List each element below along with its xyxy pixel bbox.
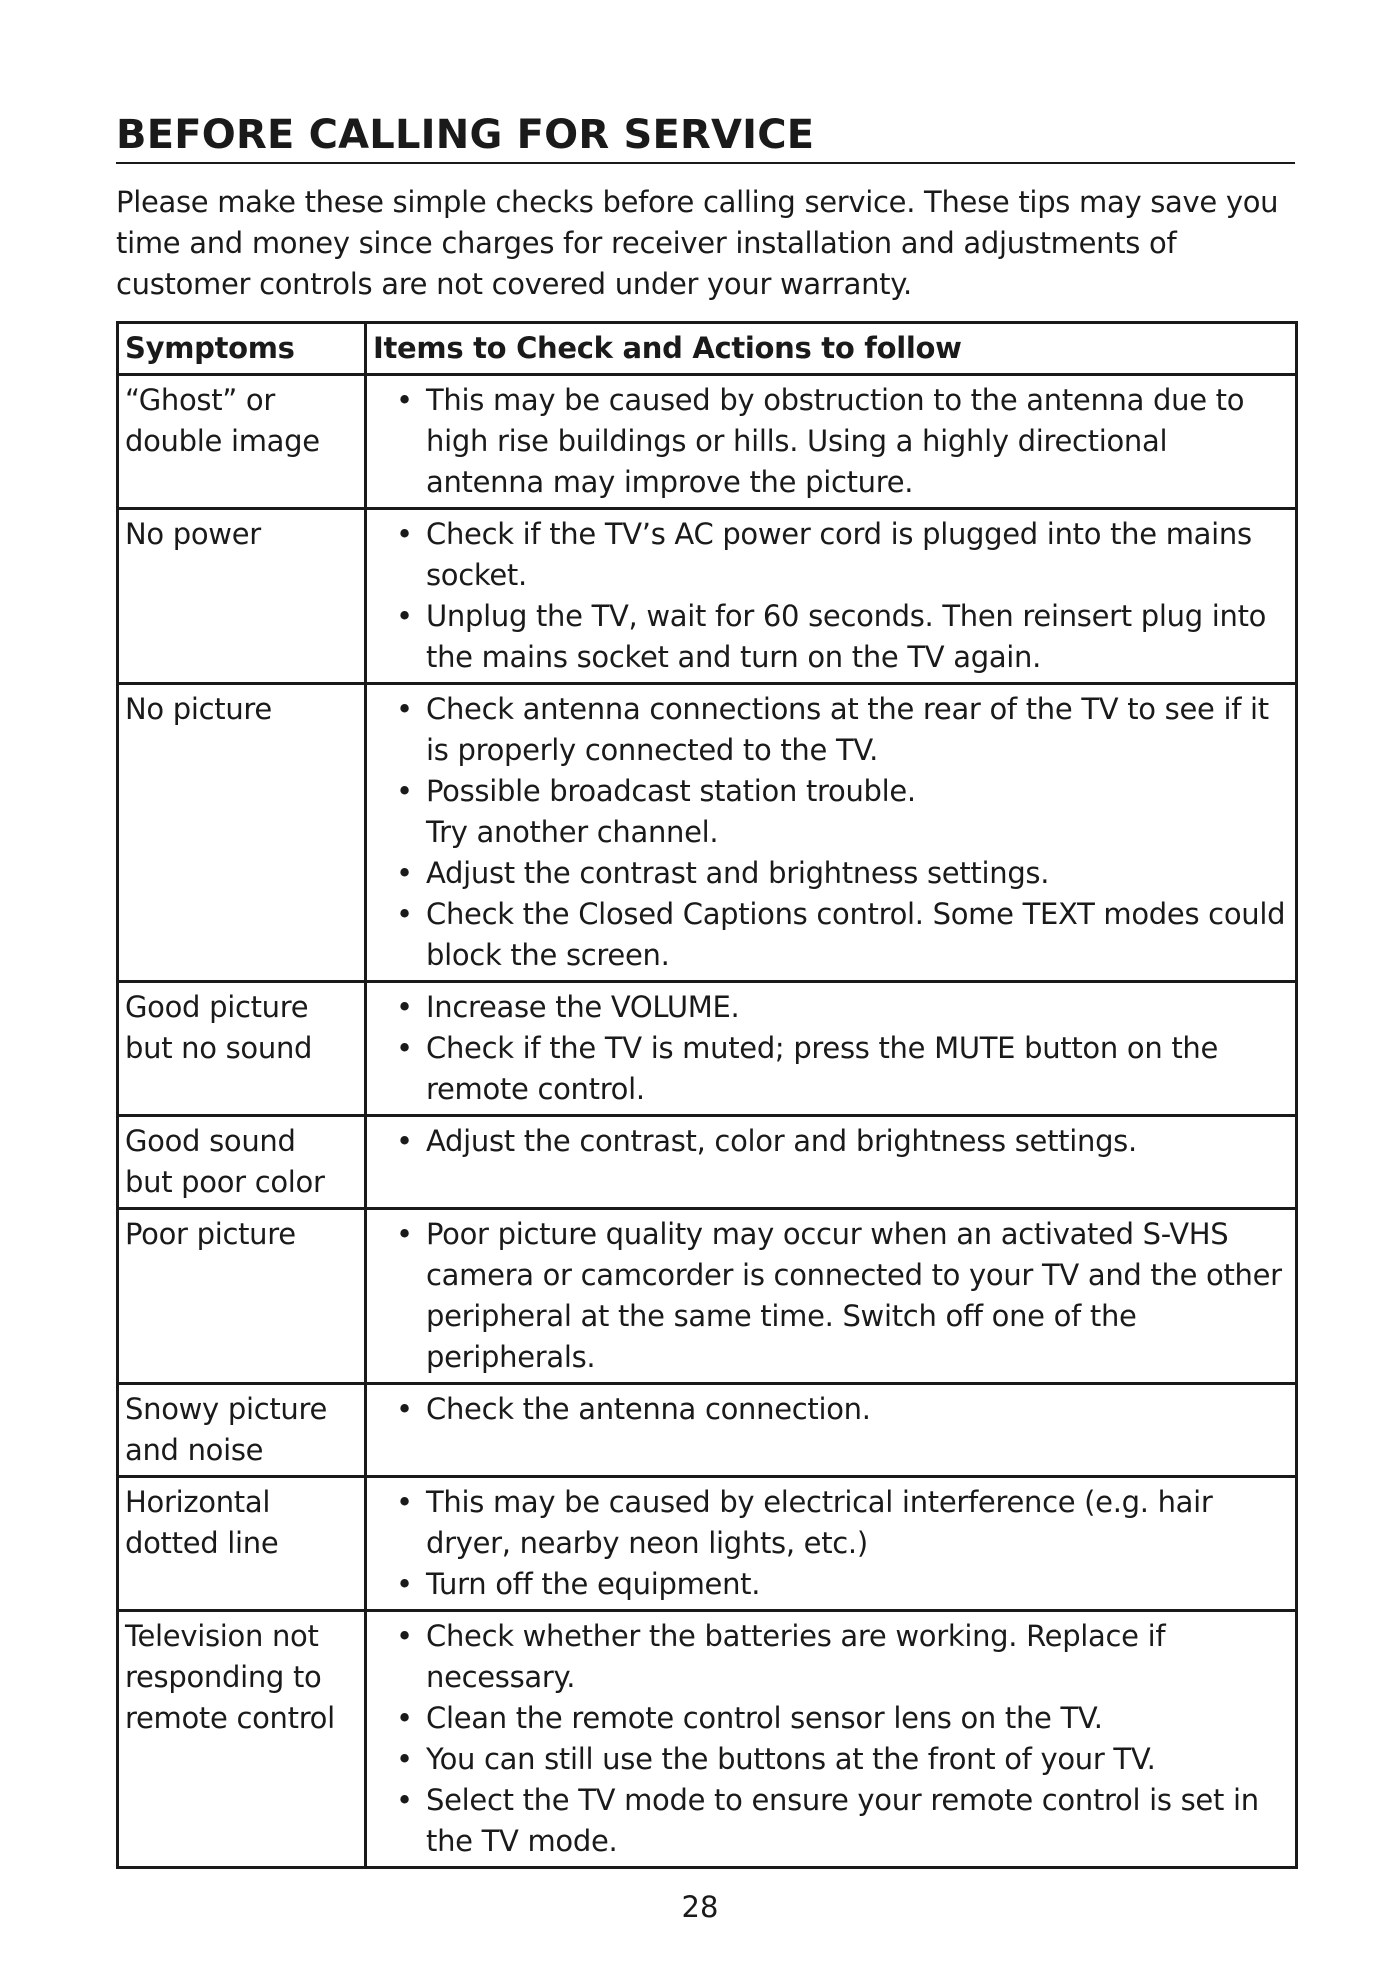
bullet-icon: • (396, 856, 413, 890)
action-item (390, 1389, 1289, 1430)
action-item (390, 1482, 1289, 1564)
table-row (118, 684, 1297, 982)
actions-list (373, 689, 1289, 976)
action-item (390, 1564, 1289, 1605)
table-row (118, 509, 1297, 684)
bullet-icon: • (396, 1392, 413, 1426)
table-row (118, 1116, 1297, 1209)
table-row (118, 982, 1297, 1116)
symptom-cell: Good sound but poor color (118, 1116, 366, 1209)
bullet-icon: • (396, 517, 413, 551)
bullet-icon: • (396, 897, 413, 931)
action-text: Unplug the TV, wait for 60 seconds. Then reinsert plug into the mains socket and turn on the TV again. (426, 599, 1267, 674)
actions-list (373, 1482, 1289, 1605)
table-header-row (118, 323, 1297, 375)
page-number: 28 (681, 1890, 719, 1924)
action-item (390, 1028, 1289, 1110)
actions-cell (366, 1611, 1297, 1868)
symptom-cell: No power (118, 509, 366, 684)
bullet-icon: • (396, 990, 413, 1024)
header-actions: Items to Check and Actions to follow (366, 323, 1297, 375)
table-row (118, 375, 1297, 509)
action-text: Check if the TV’s AC power cord is plugged into the mains socket. (426, 517, 1252, 592)
actions-list (373, 987, 1289, 1110)
symptom-cell: Television not responding to remote control (118, 1611, 366, 1868)
actions-list (373, 1389, 1289, 1430)
action-item (390, 514, 1289, 596)
table-row (118, 1384, 1297, 1477)
page-title: BEFORE CALLING FOR SERVICE (116, 112, 1295, 164)
action-text: Select the TV mode to ensure your remote control is set in the TV mode. (426, 1783, 1259, 1858)
action-text: Clean the remote control sensor lens on the TV. (426, 1701, 1103, 1735)
bullet-icon: • (396, 1217, 413, 1251)
bullet-icon: • (396, 1783, 413, 1817)
symptom-cell: No picture (118, 684, 366, 982)
action-text: Adjust the contrast and brightness settings. (426, 856, 1050, 890)
action-text: Adjust the contrast, color and brightness settings. (426, 1124, 1137, 1158)
actions-cell (366, 684, 1297, 982)
action-text: This may be caused by electrical interference (e.g. hair dryer, nearby neon lights, etc.) (426, 1485, 1213, 1560)
action-text: Turn off the equipment. (426, 1567, 761, 1601)
actions-list (373, 1121, 1289, 1162)
bullet-icon: • (396, 599, 413, 633)
action-item (390, 1698, 1289, 1739)
action-item (390, 771, 1289, 853)
actions-list (373, 380, 1289, 503)
action-item (390, 1121, 1289, 1162)
symptom-cell: Good picture but no sound (118, 982, 366, 1116)
action-item (390, 894, 1289, 976)
action-text: Possible broadcast station trouble. Try another channel. (426, 774, 916, 849)
action-text: Poor picture quality may occur when an activated S-VHS camera or camcorder is connected to your TV and the other peripheral at the same time. Switch off one of the peripherals. (426, 1217, 1282, 1374)
symptom-cell: Horizontal dotted line (118, 1477, 366, 1611)
actions-cell (366, 1209, 1297, 1384)
action-text: Check if the TV is muted; press the MUTE button on the remote control. (426, 1031, 1219, 1106)
bullet-icon: • (396, 1567, 413, 1601)
action-item (390, 1214, 1289, 1378)
action-text: Increase the VOLUME. (426, 990, 740, 1024)
bullet-icon: • (396, 1124, 413, 1158)
action-item (390, 1780, 1289, 1862)
page-content (116, 112, 1295, 1869)
bullet-icon: • (396, 692, 413, 726)
symptom-cell: “Ghost” or double image (118, 375, 366, 509)
actions-cell (366, 1477, 1297, 1611)
bullet-icon: • (396, 1701, 413, 1735)
actions-list (373, 1214, 1289, 1378)
intro-paragraph: Please make these simple checks before calling service. These tips may save you time and money since charges for receiver installation and adjustments of customer controls are not covered under your warranty. (116, 185, 1279, 301)
action-item (390, 1616, 1289, 1698)
action-text: Check antenna connections at the rear of the TV to see if it is properly connected to the TV. (426, 692, 1269, 767)
bullet-icon: • (396, 1031, 413, 1065)
table-body (118, 375, 1297, 1868)
bullet-icon: • (396, 1619, 413, 1653)
action-text: Check the Closed Captions control. Some TEXT modes could block the screen. (426, 897, 1286, 972)
action-text: Check the antenna connection. (426, 1392, 871, 1426)
bullet-icon: • (396, 1742, 413, 1776)
actions-cell (366, 982, 1297, 1116)
action-item (390, 689, 1289, 771)
action-text: Check whether the batteries are working. Replace if necessary. (426, 1619, 1166, 1694)
actions-cell (366, 375, 1297, 509)
actions-cell (366, 1116, 1297, 1209)
troubleshooting-table (116, 321, 1298, 1869)
actions-list (373, 514, 1289, 678)
bullet-icon: • (396, 774, 413, 808)
symptom-cell: Poor picture (118, 1209, 366, 1384)
action-item (390, 380, 1289, 503)
action-item (390, 596, 1289, 678)
bullet-icon: • (396, 1485, 413, 1519)
action-text: This may be caused by obstruction to the antenna due to high rise buildings or hills. Using a highly directional antenna may improve the picture. (426, 383, 1245, 499)
action-item (390, 987, 1289, 1028)
table-row (118, 1611, 1297, 1868)
table-row (118, 1477, 1297, 1611)
actions-cell (366, 509, 1297, 684)
symptom-cell: Snowy picture and noise (118, 1384, 366, 1477)
actions-list (373, 1616, 1289, 1862)
actions-cell (366, 1384, 1297, 1477)
action-item (390, 853, 1289, 894)
action-text: You can still use the buttons at the front of your TV. (426, 1742, 1156, 1776)
bullet-icon: • (396, 383, 413, 417)
action-item (390, 1739, 1289, 1780)
table-row (118, 1209, 1297, 1384)
header-symptoms: Symptoms (118, 323, 366, 375)
